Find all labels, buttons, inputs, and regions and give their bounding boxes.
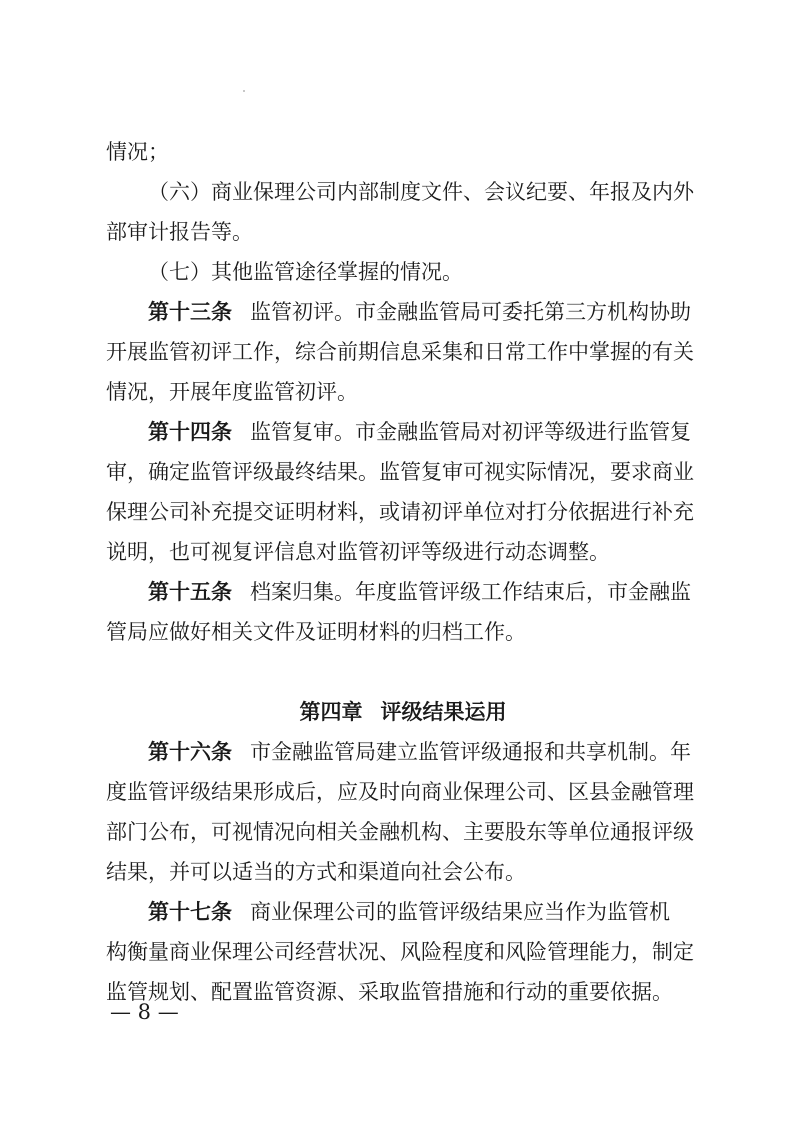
article-17-line [106, 892, 692, 932]
body-text [106, 132, 692, 1012]
paragraph-line: 部审计报告等。 [106, 220, 253, 244]
article-text: 市金融监管局建立监管评级通报和共享机制。年 [250, 740, 691, 764]
paragraph-line: （七）其他监管途径掌握的情况。 [148, 260, 463, 284]
chapter-number: 第四章 [299, 700, 363, 724]
scan-speck [243, 90, 245, 92]
article-text: 档案归集。年度监管评级工作结束后，市金融监 [250, 580, 691, 604]
article-15-line [106, 572, 692, 612]
article-text: 监管复审。市金融监管局对初评等级进行监管复 [250, 420, 691, 444]
paragraph-line: 情况； [106, 140, 169, 164]
article-14-line [106, 412, 692, 452]
chapter-heading [106, 692, 692, 732]
paragraph-line: 管局应做好相关文件及证明材料的归档工作。 [106, 620, 526, 644]
paragraph-line: 度监管评级结果形成后，应及时向商业保理公司、区县金融管理 [106, 780, 694, 804]
paragraph-line: 部门公布，可视情况向相关金融机构、主要股东等单位通报评级 [106, 820, 694, 844]
paragraph-line: 保理公司补充提交证明材料，或请初评单位对打分依据进行补充 [106, 500, 694, 524]
article-number: 第十六条 [148, 740, 232, 764]
page-number: — 8 — [110, 1000, 179, 1024]
paragraph-line: 结果，并可以适当的方式和渠道向社会公布。 [106, 860, 526, 884]
article-text: 监管初评。市金融监管局可委托第三方机构协助 [250, 300, 691, 324]
article-number: 第十四条 [148, 420, 232, 444]
paragraph-line: （六）商业保理公司内部制度文件、会议纪要、年报及内外 [148, 180, 694, 204]
paragraph-line: 开展监管初评工作，综合前期信息采集和日常工作中掌握的有关 [106, 340, 694, 364]
article-number: 第十三条 [148, 300, 232, 324]
article-13-line [106, 292, 692, 332]
paragraph-line: 情况，开展年度监管初评。 [106, 380, 358, 404]
section-spacer [106, 652, 692, 692]
paragraph-line: 构衡量商业保理公司经营状况、风险程度和风险管理能力，制定 [106, 940, 694, 964]
article-number: 第十五条 [148, 580, 232, 604]
paragraph-line: 审，确定监管评级最终结果。监管复审可视实际情况，要求商业 [106, 460, 694, 484]
chapter-title: 评级结果运用 [380, 700, 507, 724]
paragraph-line: 说明，也可视复评信息对监管初评等级进行动态调整。 [106, 540, 610, 564]
article-number: 第十七条 [148, 900, 232, 924]
article-text: 商业保理公司的监管评级结果应当作为监管机 [250, 900, 670, 924]
article-16-line [106, 732, 692, 772]
paragraph-line: 监管规划、配置监管资源、采取监管措施和行动的重要依据。 [106, 980, 673, 1004]
